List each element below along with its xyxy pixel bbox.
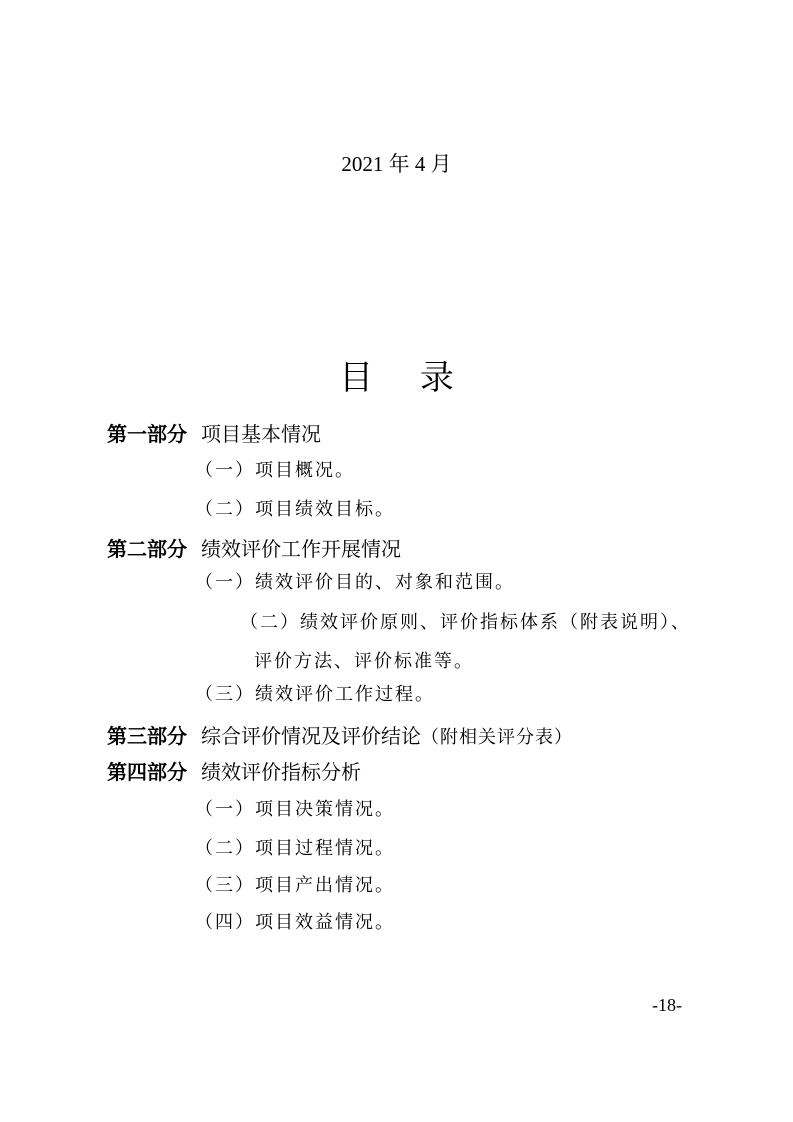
toc-item-2-2-cont: 评价方法、评价标准等。: [254, 651, 474, 672]
page-number: -18-: [652, 995, 682, 1015]
part-title: 绩效评价指标分析: [201, 760, 361, 784]
toc-item-1-2: （二）项目绩效目标。: [195, 499, 395, 520]
toc-part-2: [107, 533, 401, 562]
part-title: 项目基本情况: [201, 422, 321, 446]
part-note: （附相关评分表）: [421, 727, 573, 748]
toc-item-2-3: （三）绩效评价工作过程。: [195, 684, 435, 705]
part-title: 绩效评价工作开展情况: [201, 537, 401, 561]
toc-item-4-3: （三）项目产出情况。: [195, 875, 395, 896]
part-label: 第四部分: [107, 760, 187, 784]
toc-part-4: [107, 756, 361, 785]
toc-heading: 目 录: [339, 358, 472, 398]
toc-item-4-1: （一）项目决策情况。: [195, 799, 395, 820]
part-label: 第一部分: [107, 422, 187, 446]
toc-item-2-1: （一）绩效评价目的、对象和范围。: [195, 572, 515, 593]
toc-item-4-4: （四）项目效益情况。: [195, 912, 395, 933]
toc-item-2-2: （二）绩效评价原则、评价指标体系（附表说明）、: [240, 612, 691, 633]
toc-item-4-2: （二）项目过程情况。: [195, 838, 395, 859]
part-label: 第三部分: [107, 724, 187, 748]
toc-part-3: [107, 720, 573, 749]
toc-item-1-1: （一）项目概况。: [195, 460, 355, 481]
toc-part-1: [107, 418, 321, 447]
part-label: 第二部分: [107, 537, 187, 561]
part-title: 综合评价情况及评价结论: [201, 724, 421, 748]
document-date: 2021 年 4 月: [341, 152, 452, 176]
